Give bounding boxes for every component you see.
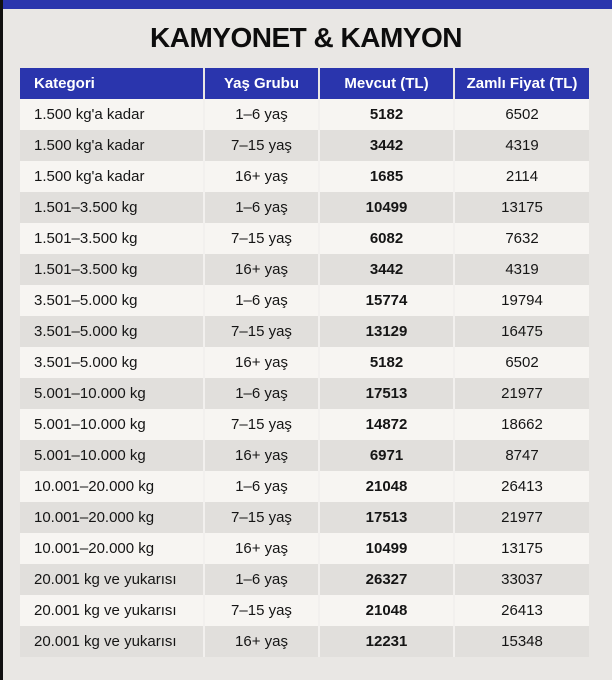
cell-increased-price: 19794 bbox=[453, 285, 589, 316]
cell-age-group: 1–6 yaş bbox=[203, 99, 318, 130]
cell-age-group: 1–6 yaş bbox=[203, 471, 318, 502]
table-row bbox=[20, 347, 589, 378]
cell-category: 20.001 kg ve yukarısı bbox=[34, 571, 177, 588]
cell-current-price: 12231 bbox=[318, 626, 453, 657]
table-header bbox=[20, 68, 589, 99]
table-row bbox=[20, 285, 589, 316]
page-title: KAMYONET & KAMYON bbox=[150, 22, 462, 53]
cell-category: 5.001–10.000 kg bbox=[34, 385, 146, 402]
table-row bbox=[20, 316, 589, 347]
cell-age-group: 16+ yaş bbox=[203, 254, 318, 285]
column-header-current-price: Mevcut (TL) bbox=[318, 68, 453, 99]
cell-current-price: 17513 bbox=[318, 502, 453, 533]
cell-age-group: 7–15 yaş bbox=[203, 595, 318, 626]
cell-current-price: 6971 bbox=[318, 440, 453, 471]
cell-current-price: 10499 bbox=[318, 192, 453, 223]
table-header-row bbox=[20, 68, 589, 99]
cell-age-group: 7–15 yaş bbox=[203, 316, 318, 347]
cell-category: 20.001 kg ve yukarısı bbox=[34, 602, 177, 619]
table-row bbox=[20, 533, 589, 564]
left-edge-line bbox=[0, 0, 3, 680]
cell-current-price: 26327 bbox=[318, 564, 453, 595]
cell-current-price: 13129 bbox=[318, 316, 453, 347]
cell-increased-price: 4319 bbox=[453, 254, 589, 285]
cell-category: 3.501–5.000 kg bbox=[34, 292, 138, 309]
table-body bbox=[20, 99, 589, 657]
cell-category: 5.001–10.000 kg bbox=[34, 416, 146, 433]
cell-category: 20.001 kg ve yukarısı bbox=[34, 633, 177, 650]
cell-increased-price: 21977 bbox=[453, 502, 589, 533]
cell-category: 10.001–20.000 kg bbox=[34, 478, 155, 495]
cell-increased-price: 6502 bbox=[453, 99, 589, 130]
table-row bbox=[20, 254, 589, 285]
table-row bbox=[20, 161, 589, 192]
table-row bbox=[20, 99, 589, 130]
cell-current-price: 17513 bbox=[318, 378, 453, 409]
table-row bbox=[20, 471, 589, 502]
cell-increased-price: 21977 bbox=[453, 378, 589, 409]
table-row bbox=[20, 440, 589, 471]
cell-category: 10.001–20.000 kg bbox=[34, 540, 155, 557]
table-row bbox=[20, 130, 589, 161]
cell-age-group: 16+ yaş bbox=[203, 161, 318, 192]
column-header-age-group: Yaş Grubu bbox=[203, 68, 318, 99]
cell-increased-price: 15348 bbox=[453, 626, 589, 657]
cell-age-group: 1–6 yaş bbox=[203, 378, 318, 409]
cell-age-group: 16+ yaş bbox=[203, 347, 318, 378]
cell-current-price: 3442 bbox=[318, 130, 453, 161]
cell-category: 1.500 kg'a kadar bbox=[34, 168, 145, 185]
cell-age-group: 1–6 yaş bbox=[203, 564, 318, 595]
cell-age-group: 16+ yaş bbox=[203, 440, 318, 471]
cell-increased-price: 7632 bbox=[453, 223, 589, 254]
cell-current-price: 21048 bbox=[318, 471, 453, 502]
table-row bbox=[20, 223, 589, 254]
cell-age-group: 16+ yaş bbox=[203, 533, 318, 564]
cell-age-group: 7–15 yaş bbox=[203, 130, 318, 161]
cell-current-price: 1685 bbox=[318, 161, 453, 192]
cell-category: 5.001–10.000 kg bbox=[34, 447, 146, 464]
cell-increased-price: 33037 bbox=[453, 564, 589, 595]
cell-category: 1.500 kg'a kadar bbox=[34, 106, 145, 123]
cell-increased-price: 8747 bbox=[453, 440, 589, 471]
cell-increased-price: 16475 bbox=[453, 316, 589, 347]
cell-increased-price: 6502 bbox=[453, 347, 589, 378]
cell-age-group: 7–15 yaş bbox=[203, 223, 318, 254]
cell-age-group: 16+ yaş bbox=[203, 626, 318, 657]
cell-category: 1.501–3.500 kg bbox=[34, 230, 138, 247]
cell-current-price: 6082 bbox=[318, 223, 453, 254]
cell-category: 1.500 kg'a kadar bbox=[34, 137, 145, 154]
cell-category: 1.501–3.500 kg bbox=[34, 261, 138, 278]
column-header-category: Kategori bbox=[20, 68, 203, 99]
table-row bbox=[20, 595, 589, 626]
cell-increased-price: 18662 bbox=[453, 409, 589, 440]
column-header-increased-price: Zamlı Fiyat (TL) bbox=[453, 68, 589, 99]
cell-age-group: 1–6 yaş bbox=[203, 285, 318, 316]
cell-increased-price: 13175 bbox=[453, 192, 589, 223]
cell-age-group: 7–15 yaş bbox=[203, 409, 318, 440]
price-table bbox=[20, 68, 589, 657]
cell-current-price: 15774 bbox=[318, 285, 453, 316]
cell-increased-price: 4319 bbox=[453, 130, 589, 161]
cell-category: 1.501–3.500 kg bbox=[34, 199, 138, 216]
cell-increased-price: 26413 bbox=[453, 471, 589, 502]
cell-category: 3.501–5.000 kg bbox=[34, 354, 138, 371]
cell-increased-price: 13175 bbox=[453, 533, 589, 564]
cell-age-group: 7–15 yaş bbox=[203, 502, 318, 533]
table-row bbox=[20, 192, 589, 223]
cell-current-price: 3442 bbox=[318, 254, 453, 285]
cell-increased-price: 26413 bbox=[453, 595, 589, 626]
cell-current-price: 14872 bbox=[318, 409, 453, 440]
cell-category: 10.001–20.000 kg bbox=[34, 509, 155, 526]
table-row bbox=[20, 564, 589, 595]
top-accent-bar bbox=[0, 0, 612, 9]
table-row bbox=[20, 626, 589, 657]
cell-increased-price: 2114 bbox=[453, 161, 589, 192]
cell-current-price: 5182 bbox=[318, 99, 453, 130]
cell-current-price: 21048 bbox=[318, 595, 453, 626]
table-row bbox=[20, 409, 589, 440]
cell-current-price: 5182 bbox=[318, 347, 453, 378]
cell-age-group: 1–6 yaş bbox=[203, 192, 318, 223]
cell-current-price: 10499 bbox=[318, 533, 453, 564]
table-row bbox=[20, 378, 589, 409]
cell-category: 3.501–5.000 kg bbox=[34, 323, 138, 340]
table-row bbox=[20, 502, 589, 533]
